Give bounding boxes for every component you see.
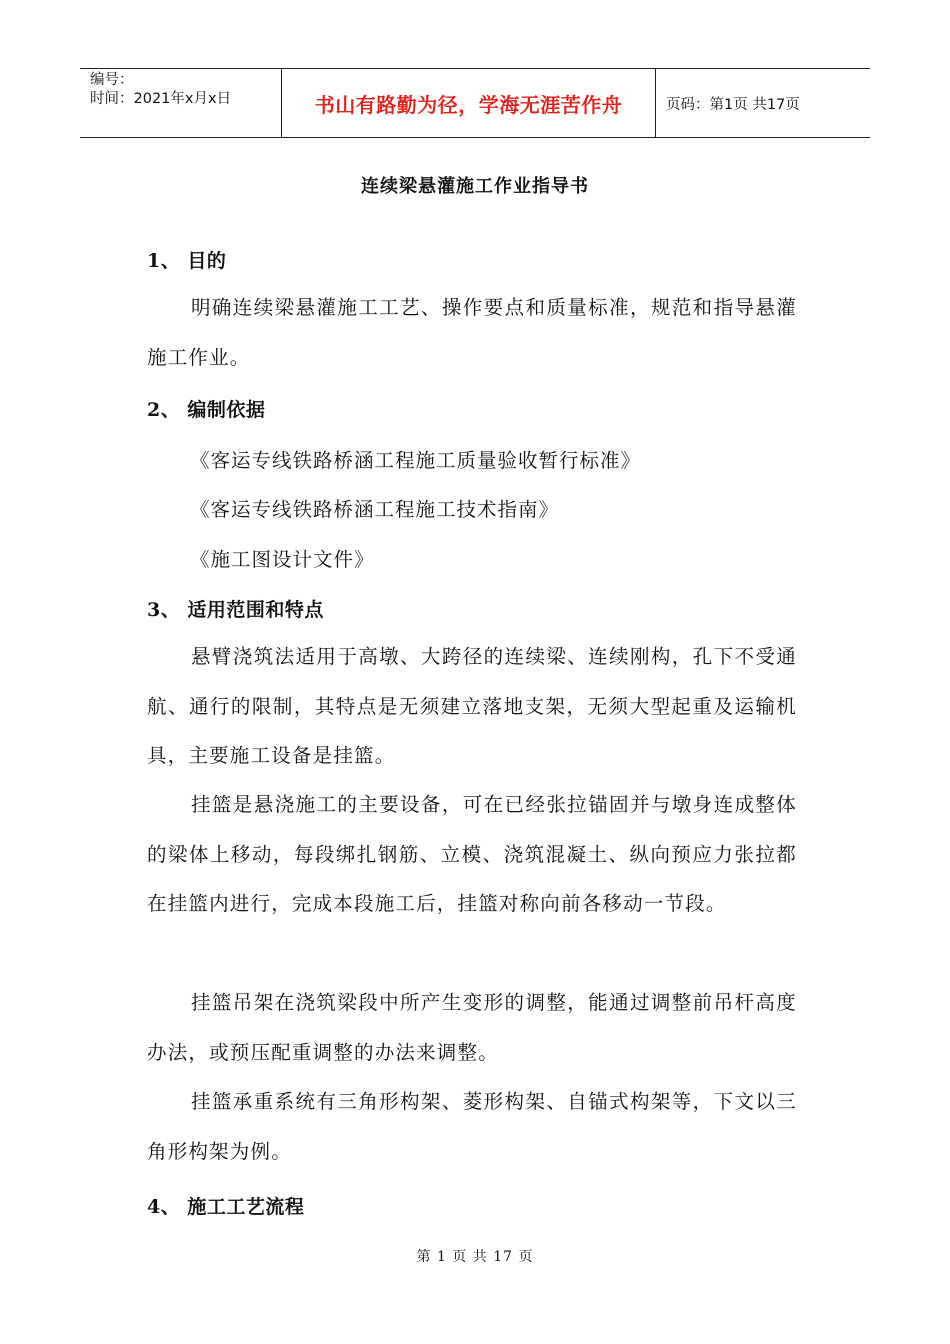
scope-paragraph: 挂篮是悬浇施工的主要设备，可在已经张拉锚固并与墩身连成整体的梁体上移动，每段绑扎钢筋、立模、浇筑混凝土、纵向预应力张拉都在挂篮内进行，完成本段施工后，挂篮对称向前各移动一节段。 [147, 793, 797, 915]
scope-paragraph: 悬臂浇筑法适用于高墩、大跨径的连续梁、连续刚构，孔下不受通航、通行的限制，其特点是无须建立落地支架，无须大型起重及运输机具，主要施工设备是挂篮。 [147, 645, 797, 767]
header-motto: 书山有路勤为径，学海无涯苦作舟 [314, 92, 623, 117]
header-time-label: 时间：2021年x月x日 [90, 91, 232, 107]
header-motto-cell [282, 69, 656, 137]
reference-item: 《客运专线铁路桥涵工程施工质量验收暂行标准》 [190, 449, 642, 472]
purpose-paragraph: 明确连续梁悬灌施工工艺、操作要点和质量标准，规范和指导悬灌施工作业。 [147, 296, 797, 369]
scope-paragraph: 挂篮吊架在浇筑梁段中所产生变形的调整，能通过调整前吊杆高度办法，或预压配重调整的办法来调整。 [147, 991, 797, 1064]
header-meta-cell [80, 69, 282, 137]
section-heading-basis: 2、 编制依据 [147, 399, 266, 421]
reference-item: 《客运专线铁路桥涵工程施工技术指南》 [190, 498, 560, 521]
section-heading-process: 4、 施工工艺流程 [147, 1196, 305, 1218]
page-header-table [80, 68, 870, 138]
page-footer: 第 1 页 共 17 页 [416, 1249, 534, 1265]
section-heading-scope: 3、 适用范围和特点 [147, 599, 324, 621]
document-title: 连续梁悬灌施工作业指导书 [361, 176, 589, 197]
scope-paragraph: 挂篮承重系统有三角形构架、菱形构架、自锚式构架等，下文以三角形构架为例。 [147, 1090, 797, 1163]
header-number-label: 编号： [90, 72, 134, 88]
header-page-info: 页码：第1页 共17页 [666, 96, 800, 113]
reference-item: 《施工图设计文件》 [190, 548, 375, 571]
header-page-cell [656, 69, 870, 137]
section-heading-purpose: 1、 目的 [147, 250, 227, 272]
